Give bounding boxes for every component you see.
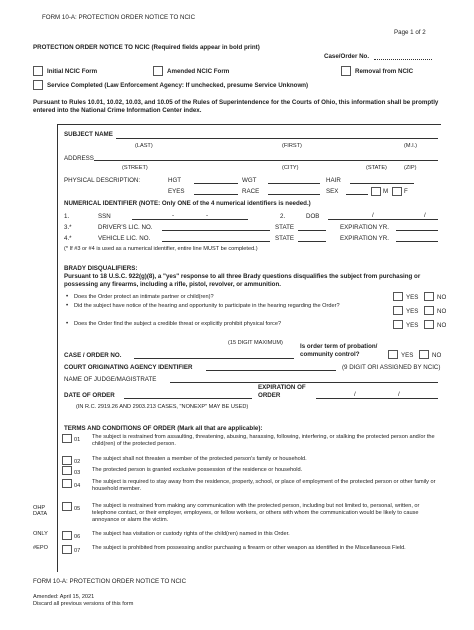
physical-description-label: PHYSICAL DESCRIPTION:: [64, 177, 141, 184]
term-01-checkbox[interactable]: [62, 434, 72, 443]
ssn-label: SSN: [98, 213, 111, 220]
term-07-number: 07: [74, 548, 81, 554]
terms-heading: TERMS AND CONDITIONS OF ORDER (Mark all that are applicable):: [64, 425, 263, 432]
only-label: ONLY: [33, 531, 48, 537]
case-order-label: Case/Order No.: [324, 53, 370, 60]
brady-q1-yes-checkbox[interactable]: [393, 292, 403, 301]
form-header-title: FORM 10-A: PROTECTION ORDER NOTICE TO NCIC: [42, 14, 196, 21]
brady-q1-text: Does the Order protect an intimate partner or child(ren)?: [74, 294, 214, 300]
probation-no-checkbox[interactable]: [419, 350, 429, 359]
dl-state-label: STATE: [275, 224, 295, 231]
removal-ncic-label: Removal from NCIC: [355, 68, 414, 75]
dob-label: DOB: [306, 213, 320, 220]
page-title: PROTECTION ORDER NOTICE TO NCIC (Required fields appear in bold print): [33, 44, 260, 51]
initial-ncic-checkbox[interactable]: [33, 66, 43, 76]
sex-f-label: F: [404, 188, 408, 195]
service-completed-label: Service Completed (Law Enforcement Agency: If unchecked, presume Service Unknown): [47, 82, 309, 89]
term-06-text: The subject has visitation or custody rights of the child(ren) named in this Order.: [92, 531, 290, 537]
ohp-data-label: OHP DATA: [33, 505, 48, 517]
brady-q3-yes-label: YES: [406, 322, 419, 329]
term-02-checkbox[interactable]: [62, 456, 72, 465]
ssn-field[interactable]: [132, 219, 248, 220]
footer-form-title: FORM 10-A: PROTECTION ORDER NOTICE TO NCIC: [33, 578, 187, 585]
address-label: ADDRESS: [64, 155, 94, 162]
term-05-text: The subject is restrained from making any communication with the protected person, including but not limited to, personal, written, or telephone contact, or their employer, employees, or fellow workers, or others with whom the communication would be likely to cause annoyance or alarm the victim.: [92, 503, 420, 523]
expiration-slash-2: /: [398, 391, 400, 398]
term-02-number: 02: [74, 459, 81, 465]
case-order-no-label: CASE / ORDER NO.: [64, 352, 122, 359]
agency-identifier-field[interactable]: [206, 370, 336, 371]
vl-state-label: STATE: [275, 235, 295, 242]
sex-m-checkbox[interactable]: [371, 187, 381, 196]
last-caption: (LAST): [135, 143, 153, 149]
brady-q3-no-checkbox[interactable]: [424, 320, 434, 329]
term-04-checkbox[interactable]: [62, 479, 72, 488]
ssn-dash-1: -: [172, 212, 175, 219]
sex-f-checkbox[interactable]: [392, 187, 402, 196]
vl-label: VEHICLE LIC. NO.: [98, 235, 151, 242]
brady-q2-yes-label: YES: [406, 308, 419, 315]
hgt-field[interactable]: [194, 183, 238, 184]
brady-q2-no-checkbox[interactable]: [424, 306, 434, 315]
dl-label: DRIVER'S LIC. NO.: [98, 224, 153, 231]
vl-number: 4.*: [64, 235, 72, 242]
intro-text: Pursuant to Rules 10.01, 10.02, 10.03, and 10.05 of the Rules of Superintendence for the Courts of Ohio, this information shall be promptly entered into the National Crime Information Center index.: [33, 99, 439, 114]
term-01-text: The subject is restrained from assaulting, threatening, abusing, harassing, following, interfering, or stalking the protected person and/or the child(ren) of the protected person.: [92, 434, 435, 447]
brady-q1-yes-label: YES: [406, 294, 419, 301]
zip-caption: (ZIP): [404, 165, 417, 171]
hgt-label: HGT: [168, 177, 182, 184]
removal-ncic-checkbox[interactable]: [341, 66, 351, 76]
case-order-no-field[interactable]: [134, 358, 294, 359]
vl-state-field[interactable]: [298, 241, 326, 242]
street-caption: (STREET): [122, 165, 148, 171]
dl-field[interactable]: [162, 230, 270, 231]
brady-q2-yes-checkbox[interactable]: [393, 306, 403, 315]
amended-ncic-checkbox[interactable]: [153, 66, 163, 76]
subject-name-label: SUBJECT NAME: [64, 131, 113, 138]
subject-name-field[interactable]: [116, 138, 438, 139]
term-03-number: 03: [74, 470, 81, 476]
brady-heading: BRADY DISQUALIFIERS:: [64, 265, 138, 272]
date-of-order-field[interactable]: [124, 398, 252, 399]
dl-state-field[interactable]: [298, 230, 326, 231]
brady-q3-yes-checkbox[interactable]: [393, 320, 403, 329]
sex-label: SEX: [326, 188, 339, 195]
probation-no-label: NO: [432, 352, 442, 359]
brady-q1-no-checkbox[interactable]: [424, 292, 434, 301]
race-field[interactable]: [268, 194, 320, 195]
term-02-text: The subject shall not threaten a member of the protected person's family or household.: [92, 456, 307, 462]
eyes-label: EYES: [168, 188, 185, 195]
dl-expiration-field[interactable]: [396, 230, 438, 231]
nonexp-note: (IN R.C. 2919.26 AND 2903.213 CASES, "NONEXP" MAY BE USED): [76, 404, 249, 410]
term-06-number: 06: [74, 534, 81, 540]
wgt-field[interactable]: [268, 183, 320, 184]
term-04-number: 04: [74, 483, 81, 489]
vl-expiration-label: EXPIRATION YR.: [340, 235, 389, 242]
wgt-label: WGT: [242, 177, 257, 184]
vl-field[interactable]: [162, 241, 270, 242]
term-07-checkbox[interactable]: [62, 545, 72, 554]
eyes-field[interactable]: [194, 194, 238, 195]
city-caption: (CITY): [282, 165, 299, 171]
expiration-of-order-label: EXPIRATION OF ORDER: [258, 384, 306, 399]
section-top-rule: [57, 124, 441, 125]
initial-ncic-label: Initial NCIC Form: [47, 68, 98, 75]
section-left-rule: [57, 124, 58, 572]
term-05-checkbox[interactable]: [62, 502, 72, 511]
vl-expiration-field[interactable]: [396, 241, 438, 242]
probation-yes-checkbox[interactable]: [388, 350, 398, 359]
numerical-note: (* If #3 or #4 is used as a numerical identifier, entire line MUST be completed.): [64, 246, 258, 252]
expiration-of-order-field[interactable]: [316, 398, 438, 399]
brady-q1-no-label: NO: [437, 294, 447, 301]
race-label: RACE: [242, 188, 260, 195]
dob-field[interactable]: [328, 219, 438, 220]
brady-q2-text: Did the subject have notice of the hearing and opportunity to participate in the hearing regarding the Order?: [74, 303, 340, 309]
term-06-checkbox[interactable]: [62, 531, 72, 540]
sex-m-label: M: [383, 188, 389, 195]
sex-field[interactable]: [346, 194, 368, 195]
dob-slash-2: /: [424, 212, 426, 219]
brady-q3-no-label: NO: [437, 322, 447, 329]
case-order-field[interactable]: [374, 59, 432, 60]
state-caption: (STATE): [366, 165, 387, 171]
case-max-note: (15 DIGIT MAXIMUM): [228, 340, 283, 346]
dl-number: 3.*: [64, 224, 72, 231]
brady-q3-bullet: •: [66, 320, 69, 327]
brady-q2-no-label: NO: [437, 308, 447, 315]
address-field[interactable]: [94, 160, 438, 161]
dob-slash-1: /: [372, 212, 374, 219]
footer-discard-note: Discard all previous versions of this form: [33, 601, 134, 607]
brady-q2-bullet: •: [66, 302, 69, 309]
ssn-number: 1.: [64, 213, 70, 220]
probation-question: Is order term of probation/ community control?: [300, 343, 378, 358]
agency-identifier-note: (9 DIGIT ORI ASSIGNED BY NCIC): [342, 364, 441, 371]
amended-ncic-label: Amended NCIC Form: [167, 68, 230, 75]
judge-label: NAME OF JUDGE/MAGISTRATE: [64, 376, 157, 383]
expiration-slash-1: /: [354, 391, 356, 398]
first-caption: (FIRST): [282, 143, 302, 149]
page-number: Page 1 of 2: [394, 29, 426, 36]
service-completed-checkbox[interactable]: [33, 80, 43, 90]
brady-q1-bullet: •: [66, 293, 69, 300]
hair-field[interactable]: [350, 183, 414, 184]
hair-label: HAIR: [326, 177, 341, 184]
brady-q3-text: Does the Order find the subject a credible threat or explicitly prohibit physical force?: [74, 321, 282, 327]
term-01-number: 01: [74, 437, 81, 443]
date-of-order-label: DATE OF ORDER: [64, 392, 115, 399]
judge-field[interactable]: [170, 382, 438, 383]
mi-caption: (M.I.): [404, 143, 418, 149]
term-03-checkbox[interactable]: [62, 466, 72, 475]
numerical-identifier-heading: NUMERICAL IDENTIFIER (NOTE: Only ONE of the 4 numerical identifiers is needed.): [64, 200, 311, 207]
term-03-text: The protected person is granted exclusive possession of the residence or household.: [92, 467, 303, 473]
term-05-number: 05: [74, 506, 81, 512]
dl-expiration-label: EXPIRATION YR.: [340, 224, 389, 231]
agency-identifier-label: COURT ORIGINATING AGENCY IDENTIFIER: [64, 364, 193, 371]
footer-amended: Amended: April 15, 2021: [33, 594, 95, 600]
brady-subtext: Pursuant to 18 U.S.C. 922(g)(8), a "yes" response to all three Brady questions disqualifies the subject from purchasing or possessing any firearms, including a rifle, pistol, revolver, or ammunition.: [64, 273, 421, 288]
term-07-text: The subject is prohibited from possessing and/or purchasing a firearm or other weapon as identified in the Miscellaneous Field.: [92, 545, 406, 551]
epo-label: #EPO: [33, 545, 48, 551]
dob-number: 2.: [280, 213, 286, 220]
term-04-text: The subject is required to stay away from the residence, property, school, or place of employment of the protected person or other family or household member.: [92, 479, 436, 492]
ssn-dash-2: -: [206, 212, 209, 219]
probation-yes-label: YES: [401, 352, 414, 359]
